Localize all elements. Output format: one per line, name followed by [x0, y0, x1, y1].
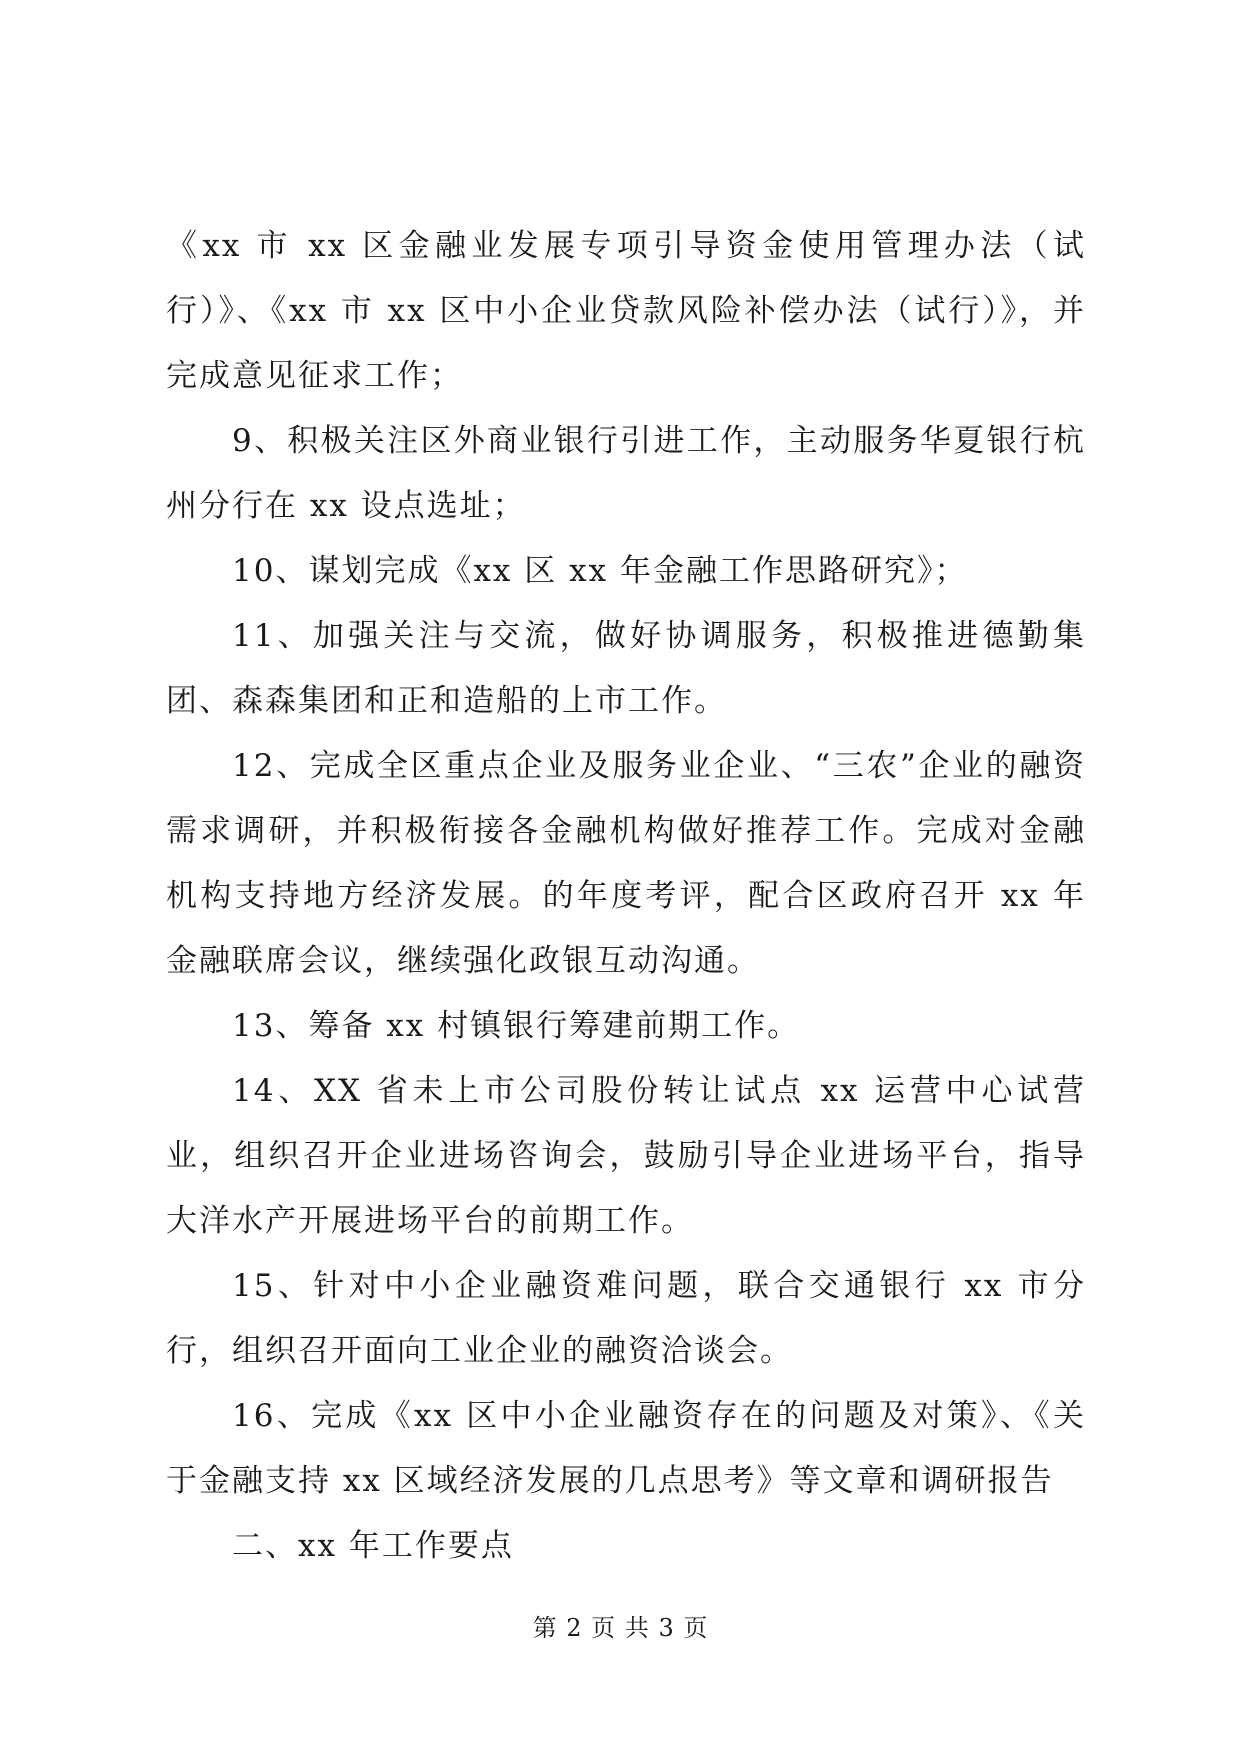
paragraph-item-16: 16、完成《xx 区中小企业融资存在的问题及对策》、《关于金融支持 xx 区域经济发展的几点思考》等文章和调研报告: [166, 1398, 1086, 1499]
paragraph-item-13: 13、筹备 xx 村镇银行筹建前期工作。: [232, 1008, 801, 1044]
document-body: [166, 214, 1086, 1579]
paragraph-item-9: 9、积极关注区外商业银行引进工作，主动服务华夏银行杭州分行在 xx 设点选址；: [166, 423, 1086, 524]
paragraph-item-10: 10、谋划完成《xx 区 xx 年金融工作思路研究》；: [232, 553, 968, 589]
paragraph-item-14: 14、XX 省未上市公司股份转让试点 xx 运营中心试营业，组织召开企业进场咨询会，鼓励引导企业进场平台，指导大洋水产开展进场平台的前期工作。: [166, 1073, 1086, 1239]
page-number-footer: 第 2 页 共 3 页: [532, 1614, 709, 1642]
paragraph-continuation: 《xx 市 xx 区金融业发展专项引导资金使用管理办法（试行）》、《xx 市 xx 区中小企业贷款风险补偿办法（试行）》，并完成意见征求工作；: [166, 228, 1086, 394]
section-heading: 二、xx 年工作要点: [232, 1528, 514, 1564]
paragraph-item-12: 12、完成全区重点企业及服务业企业、“三农”企业的融资需求调研，并积极衔接各金融机构做好推荐工作。完成对金融机构支持地方经济发展。的年度考评，配合区政府召开 xx 年金融联席会议，继续强化政银互动沟通。: [166, 748, 1086, 979]
paragraph-item-15: 15、针对中小企业融资难问题，联合交通银行 xx 市分行，组织召开面向工业企业的融资洽谈会。: [166, 1268, 1086, 1369]
paragraph-item-11: 11、加强关注与交流，做好协调服务，积极推进德勤集团、森森集团和正和造船的上市工作。: [166, 618, 1086, 719]
